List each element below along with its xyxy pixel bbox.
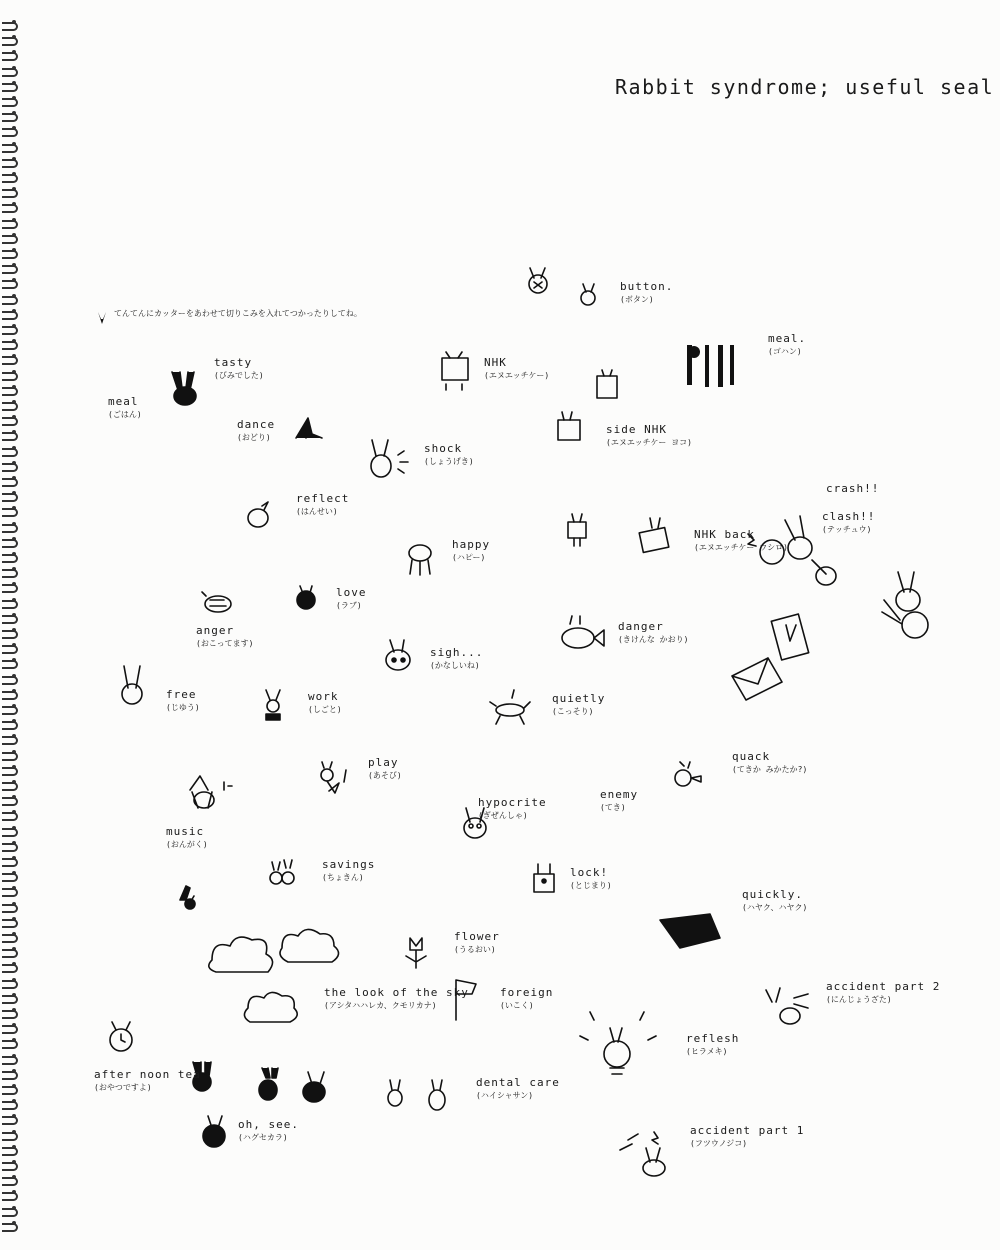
seal-label bbox=[606, 423, 692, 449]
seal-label-english: anger bbox=[196, 624, 235, 637]
lightbulb-rabbit-icon bbox=[580, 1012, 656, 1074]
seal-label-english: free bbox=[166, 688, 197, 701]
seal-label-english: accident part 2 bbox=[826, 980, 941, 993]
dance-rabbit-icon bbox=[296, 418, 322, 438]
shock-rabbit-icon bbox=[371, 440, 408, 477]
seal-label-english: the look of the sky bbox=[324, 986, 469, 999]
seal-label-english: love bbox=[336, 586, 367, 599]
seal-label-japanese: (てき) bbox=[600, 803, 626, 812]
flower-rabbit-icon bbox=[406, 938, 426, 968]
seal-label-japanese: (ヒラメキ) bbox=[686, 1047, 728, 1056]
seal-label bbox=[552, 692, 605, 718]
seal-label-english: NHK back bbox=[694, 528, 755, 541]
seal-label-japanese: (いこく) bbox=[500, 1001, 534, 1010]
seal-label-english: work bbox=[308, 690, 339, 703]
love-rabbit-icon bbox=[297, 586, 315, 609]
seal-label-japanese: (おどり) bbox=[237, 433, 271, 442]
seal-label bbox=[768, 332, 806, 358]
oh-see-rabbit-icon bbox=[203, 1116, 225, 1147]
black-rabbit-2-icon bbox=[259, 1068, 278, 1100]
alarm-clock-rabbit-icon bbox=[110, 1022, 132, 1051]
seal-label bbox=[822, 510, 875, 536]
music-rabbit-icon bbox=[190, 776, 232, 808]
seal-label bbox=[742, 888, 807, 914]
seal-label-english: shock bbox=[424, 442, 463, 455]
seal-label bbox=[618, 620, 688, 646]
button-rabbit-small-icon bbox=[581, 284, 595, 305]
seal-label-english: tasty bbox=[214, 356, 253, 369]
seal-label-japanese: (うるおい) bbox=[454, 945, 496, 954]
cut-instruction-note: てんてんにカッターをあわせて切りこみを入れてつかったりしてね。 bbox=[114, 309, 362, 318]
seal-label bbox=[424, 442, 474, 468]
black-rabbit-3-icon bbox=[303, 1072, 325, 1102]
page-title: Rabbit syndrome; useful seal bbox=[615, 75, 995, 99]
seal-label bbox=[686, 1032, 739, 1058]
accident-part1-rabbit-icon bbox=[620, 1132, 665, 1176]
seal-label-japanese: (ゴハン) bbox=[768, 347, 802, 356]
seal-label bbox=[308, 690, 342, 716]
seal-label bbox=[324, 986, 469, 1012]
seal-label-english: foreign bbox=[500, 986, 554, 999]
happy-rabbit-icon bbox=[409, 545, 431, 575]
seal-label-japanese: (エヌエッチケー) bbox=[484, 371, 550, 380]
seal-label-japanese: (ハヤク、ハヤク) bbox=[742, 903, 808, 912]
nhk-back-rabbit-icon bbox=[639, 518, 669, 552]
seal-label-japanese: (はんせい) bbox=[296, 507, 338, 516]
seal-label-english: NHK bbox=[484, 356, 507, 369]
seal-label-japanese: (ラブ) bbox=[336, 601, 362, 610]
seal-label bbox=[694, 528, 788, 554]
seal-label-japanese: (フツウノジコ) bbox=[690, 1139, 748, 1148]
cloud-2-icon bbox=[280, 929, 339, 962]
seal-label-english: reflesh bbox=[686, 1032, 740, 1045]
quickly-rabbit-icon bbox=[660, 914, 720, 948]
seal-label bbox=[196, 624, 253, 650]
free-rabbit-icon bbox=[122, 666, 142, 704]
seal-label-japanese: (かなしいね) bbox=[430, 661, 480, 670]
seal-label-english: music bbox=[166, 825, 205, 838]
seal-label bbox=[452, 538, 490, 564]
seal-label bbox=[166, 825, 208, 851]
seal-label bbox=[237, 418, 275, 444]
button-rabbit-icon bbox=[529, 268, 547, 293]
seal-label bbox=[600, 788, 638, 814]
seal-label bbox=[94, 1068, 201, 1094]
seal-label-english: play bbox=[368, 756, 399, 769]
seal-label bbox=[166, 688, 200, 714]
seal-label-japanese: (しごと) bbox=[308, 705, 342, 714]
play-rabbit-icon bbox=[321, 762, 346, 793]
seal-label-japanese: (にんじょうざた) bbox=[826, 995, 892, 1004]
seal-label-japanese: (ハイシャサン) bbox=[476, 1091, 534, 1100]
seal-label-english: meal bbox=[108, 395, 139, 408]
seal-label bbox=[322, 858, 375, 884]
seal-label-japanese: (おこってます) bbox=[196, 639, 254, 648]
seal-label-japanese: (とじまり) bbox=[570, 881, 612, 890]
seal-label bbox=[368, 756, 402, 782]
seal-label-japanese: (アシタハハレカ、クモリカナ) bbox=[324, 1001, 437, 1010]
seal-label-japanese: (エヌエッチケー ウシロ) bbox=[694, 543, 788, 552]
seal-label-english: savings bbox=[322, 858, 376, 871]
seal-label-english: enemy bbox=[600, 788, 639, 801]
seal-label-japanese: (ハピー) bbox=[452, 553, 486, 562]
seal-label bbox=[478, 796, 547, 822]
envelope-icon bbox=[771, 614, 808, 660]
seal-label-japanese: (きけんな かおり) bbox=[618, 635, 689, 644]
seal-label bbox=[108, 395, 142, 421]
sigh-rabbit-icon bbox=[386, 640, 410, 670]
seal-label-japanese: (こっそり) bbox=[552, 707, 594, 716]
seal-label bbox=[570, 866, 612, 892]
seal-label bbox=[476, 1076, 560, 1102]
cloud-1-icon bbox=[209, 937, 273, 972]
seal-label bbox=[214, 356, 264, 382]
savings-rabbit-icon bbox=[270, 860, 294, 884]
nhk-small-rabbit-icon bbox=[568, 514, 586, 546]
seal-label-japanese: (あそび) bbox=[368, 771, 402, 780]
seal-label-japanese: (テッチュウ) bbox=[822, 525, 872, 534]
seal-label bbox=[238, 1118, 299, 1144]
side-nhk-icon bbox=[597, 370, 617, 398]
lock-rabbit-icon bbox=[534, 864, 554, 892]
seal-label bbox=[454, 930, 500, 956]
seal-label-english: lock! bbox=[570, 866, 609, 879]
cloud-3-icon bbox=[244, 992, 297, 1022]
tasty-rabbit-icon bbox=[172, 372, 196, 405]
seal-label-japanese: (ぎぜんしゃ) bbox=[478, 811, 528, 820]
seal-label-japanese: (おやつですよ) bbox=[94, 1083, 152, 1092]
seal-label-english: danger bbox=[618, 620, 664, 633]
anger-rabbit-icon bbox=[202, 592, 231, 612]
seal-label-english: meal. bbox=[768, 332, 807, 345]
seal-label-english: dance bbox=[237, 418, 276, 431]
work-rabbit-icon bbox=[266, 690, 280, 720]
seal-label-japanese: (おんがく) bbox=[166, 840, 208, 849]
seal-label bbox=[430, 646, 483, 672]
seal-label bbox=[732, 750, 807, 776]
seal-label bbox=[620, 280, 673, 306]
seal-label-english: accident part 1 bbox=[690, 1124, 805, 1137]
seal-label bbox=[336, 586, 367, 612]
music-black-rabbit-icon bbox=[180, 886, 195, 909]
seal-label bbox=[690, 1124, 804, 1150]
quack-rabbit-icon bbox=[675, 762, 701, 786]
side-nhk-2-icon bbox=[558, 412, 580, 440]
seal-label-japanese: (ハグセカラ) bbox=[238, 1133, 288, 1142]
seal-label-english: hypocrite bbox=[478, 796, 547, 809]
envelope-2-icon bbox=[732, 658, 782, 700]
seal-label-english: button. bbox=[620, 280, 674, 293]
nhk-tv-rabbit-icon bbox=[442, 352, 468, 390]
seal-label-english: crash!! bbox=[826, 482, 880, 495]
seal-label-japanese: (びみでした) bbox=[214, 371, 264, 380]
seal-label-japanese: (じゆう) bbox=[166, 703, 200, 712]
seal-label bbox=[500, 986, 553, 1012]
quietly-rabbit-icon bbox=[490, 690, 530, 724]
seal-label bbox=[296, 492, 349, 518]
seal-label-japanese: (しょうげき) bbox=[424, 457, 474, 466]
reflect-rabbit-icon bbox=[248, 502, 268, 527]
seal-label-english: clash!! bbox=[822, 510, 876, 523]
seal-label-english: quack bbox=[732, 750, 771, 763]
seal-label bbox=[484, 356, 549, 382]
seal-label bbox=[826, 980, 940, 1006]
seal-label-english: sigh... bbox=[430, 646, 484, 659]
seal-label-english: after noon tea bbox=[94, 1068, 201, 1081]
seal-label-japanese: (ちょきん) bbox=[322, 873, 364, 882]
seal-label-english: oh, see. bbox=[238, 1118, 299, 1131]
cutlery-icon bbox=[687, 345, 734, 387]
danger-fish-rabbit-icon bbox=[562, 616, 604, 648]
clash-rabbit-icon bbox=[882, 572, 928, 638]
seal-label-english: reflect bbox=[296, 492, 350, 505]
dental-rabbit-icon bbox=[388, 1080, 402, 1106]
seal-label-english: flower bbox=[454, 930, 500, 943]
seal-label-english: side NHK bbox=[606, 423, 667, 436]
seal-label-japanese: (てきか みかたか?) bbox=[732, 765, 808, 774]
seal-label-english: dental care bbox=[476, 1076, 560, 1089]
dental-rabbit-2-icon bbox=[429, 1080, 445, 1110]
seal-label-english: quietly bbox=[552, 692, 606, 705]
seal-label-japanese: (ごはん) bbox=[108, 410, 142, 419]
seal-label-english: quickly. bbox=[742, 888, 803, 901]
seal-label-english: happy bbox=[452, 538, 491, 551]
seal-label-japanese: (エヌエッチケー ヨコ) bbox=[606, 438, 692, 447]
seal-label bbox=[826, 482, 879, 496]
seal-label-japanese: (ボタン) bbox=[620, 295, 654, 304]
accident-part2-rabbit-icon bbox=[766, 988, 808, 1024]
